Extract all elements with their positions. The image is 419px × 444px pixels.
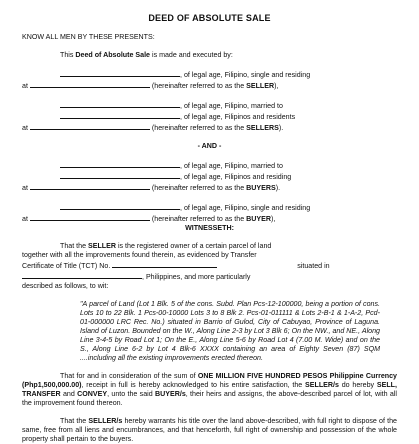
party-seller-1	[22, 69, 397, 91]
property-description: "A parcel of Land (Lot 1 Blk. 5 of the cons. Subd. Plan Pcs-12-100000, being a portion of cons. Lots 10 to 22 Blk. 1 Pcs-00-10000 Lots 3 to 8 Blk 2. Pcs-01-011111 & Lots 2-B-1 & 1-A-2, Pcd-01-000000 LRC Rec. No.) situated in Barrio of Gulod, City of Cabuyao, Province of Laguna. Island of Luzon. Bounded on the W., Along Line 2-3 by Lot 3 Blk 6; On the NW., and NE., Along Line 3-4-5 by Road Lot 1; On the E., Along Line 5-6 by Road Lot 4 (7.00 M. Wide) and on the S., Along Line 6-2 by Lot 4 Blk-6 XXXX containing an area of Eighty Seven (87) SQM ....including all the existing improvements erected thereon.	[80, 300, 380, 362]
party2-role: SELLERS	[246, 124, 279, 132]
party1-role: SELLER	[246, 82, 275, 90]
party-sellers-2	[22, 100, 397, 133]
name-blank	[60, 69, 180, 77]
party2-at: at	[22, 124, 28, 132]
party3-line2: , of legal age, Filipinos and residing	[180, 173, 292, 181]
para1-line2: together with all the improvements found therein, as evidenced by Transfer	[22, 251, 257, 259]
address-blank	[30, 213, 150, 221]
para2-mid4: , unto the said	[107, 390, 156, 398]
party1-at: at	[22, 82, 28, 90]
consideration-paragraph	[22, 372, 397, 408]
intro-paragraph	[22, 51, 397, 60]
witnesseth-heading: WITNESSETH:	[185, 224, 234, 232]
para1-situated: situated in	[297, 262, 330, 270]
para1-tct: Certificate of Title (TCT) No.	[22, 262, 111, 270]
party2-line1: , of legal age, Filipino, married to	[180, 102, 283, 110]
para3-role: SELLER/s	[88, 417, 123, 425]
para2-mid1: , receipt in full is hereby acknowledged to his entire satisfaction, the	[81, 381, 306, 389]
name-blank	[60, 100, 180, 108]
para1-pre: That the	[60, 242, 88, 250]
para3-post: hereby warrants his title over the land above-described, with full right to dispose of the same, free from all liens and encumbrances, and that henceforth, full right of ownership and possession of the whole property shall pertain to the buyers.	[22, 417, 397, 443]
intro-bold: Deed of Absolute Sale	[75, 51, 151, 59]
party1-end: ),	[274, 82, 279, 90]
salutation: KNOW ALL MEN BY THESE PRESENTS:	[22, 33, 155, 41]
party1-line2: (hereinafter referred to as the	[151, 82, 247, 90]
party3-at: at	[22, 184, 28, 192]
party-buyers-3	[22, 160, 397, 193]
name-blank	[60, 160, 180, 168]
party1-line1: , of legal age, Filipino, single and residing	[180, 71, 311, 79]
party2-line3: (hereinafter referred to as the	[151, 124, 247, 132]
tct-number-blank	[112, 260, 217, 268]
para2-verb2: CONVEY	[77, 390, 108, 398]
ownership-paragraph	[22, 242, 397, 291]
intro-pre: This	[60, 51, 76, 59]
para1-line5: described as follows, to wit:	[22, 282, 109, 290]
party4-line1: , of legal age, Filipino, single and residing	[180, 204, 311, 212]
address-blank	[30, 182, 150, 190]
para1-role: SELLER	[88, 242, 116, 250]
para2-role2: BUYER/s	[155, 390, 186, 398]
para1-line1: is the registered owner of a certain parcel of land	[115, 242, 272, 250]
spouse-blank	[60, 171, 180, 179]
party4-role: BUYER	[246, 215, 271, 223]
party-buyer-4	[22, 202, 397, 224]
address-blank	[30, 80, 150, 88]
para2-pre: That for and in consideration of the sum of	[60, 372, 198, 380]
intro-post: is made and executed by:	[150, 51, 233, 59]
and-divider: - AND -	[197, 142, 222, 150]
spouse-blank	[60, 111, 180, 119]
para2-mid2: do hereby	[338, 381, 377, 389]
party3-line1: , of legal age, Filipino, married to	[180, 162, 283, 170]
para2-role1: SELLER/s	[305, 381, 339, 389]
party2-end: ).	[278, 124, 284, 132]
party4-end: ),	[270, 215, 276, 223]
party4-line2: (hereinafter referred to as the	[151, 215, 247, 223]
para1-line4: , Philippines, and more particularly	[142, 273, 251, 281]
warranty-paragraph	[22, 417, 397, 444]
para3-pre: That the	[60, 417, 89, 425]
address-blank	[30, 122, 150, 130]
document-title: DEED OF ABSOLUTE SALE	[148, 13, 271, 23]
party3-line3: (hereinafter referred to as the	[151, 184, 247, 192]
para2-mid3: and	[60, 390, 78, 398]
party4-at: at	[22, 215, 28, 223]
party2-line2: , of legal age, Filipinos and residents	[180, 113, 296, 121]
party3-role: BUYERS	[246, 184, 276, 192]
para2-verbs: SELL, TRANSFER	[22, 381, 397, 398]
name-blank	[60, 202, 180, 210]
para2-amount: ONE MILLION FIVE HUNDRED PESOS Philippine Currency (Php1,500,000.00)	[22, 372, 398, 389]
location-blank	[22, 271, 142, 279]
para2-post: , their heirs and assigns, the above-described parcel of lot, with all the improvement found thereon.	[22, 390, 398, 407]
party3-end: ).	[275, 184, 281, 192]
